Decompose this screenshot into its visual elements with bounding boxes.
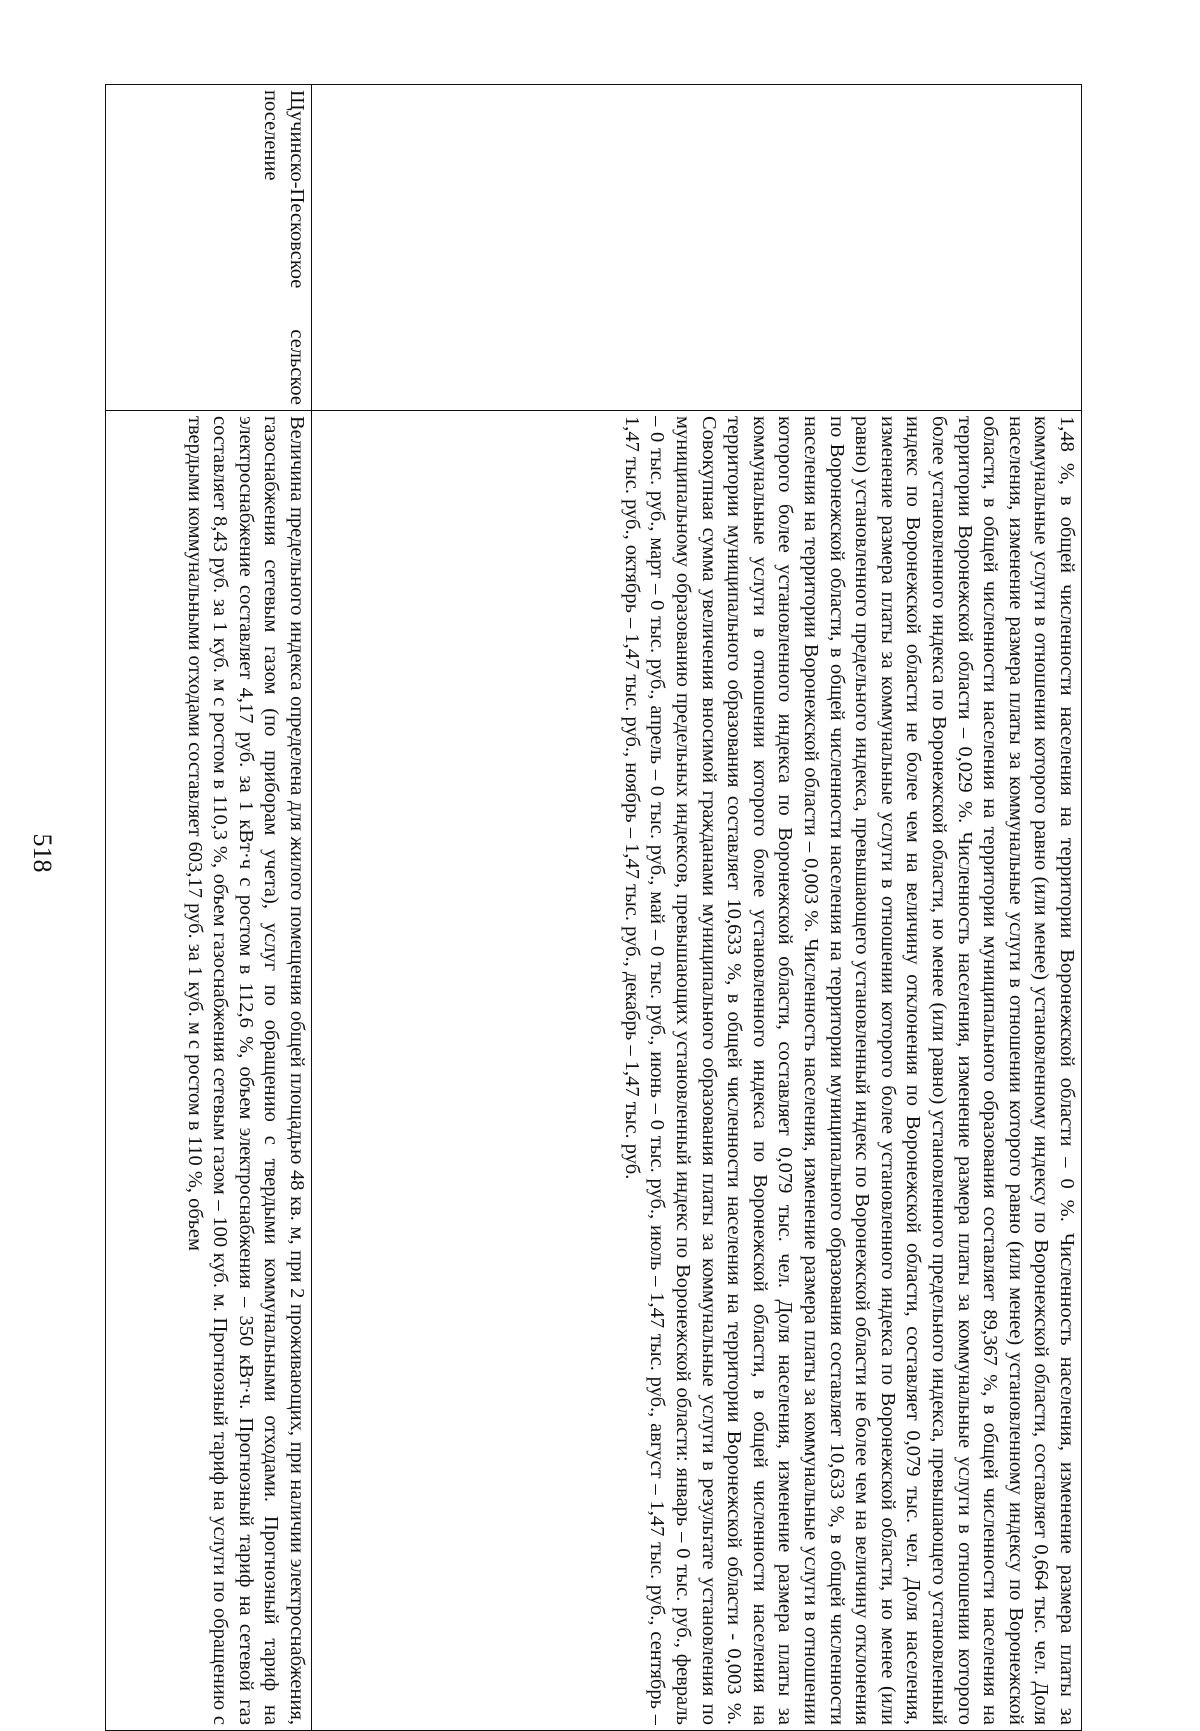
municipality-name-cell: Щучинско-Песковское сельское поселение [106,85,312,411]
description-cell [312,411,1082,1731]
table-row [312,85,1082,1731]
municipality-name-cell [312,85,1082,411]
document-table [105,84,1082,1731]
rotated-page-content [106,84,1082,1730]
table-row [106,85,312,1731]
page-number: 518 [28,833,57,873]
description-text: 1,48 %, в общей численности населения на территории Воронежской области – 0 %. Численность населения, изменение размера платы за коммунальные услуги в отношении которого равно (или менее) установленному индексу по Воронежской области, составляет 0,664 тыс. чел. Доля населения, изменение размера платы за коммунальные услуги в отношении которого равно (или менее) установленному индексу по Воронежской области, в общей численности населения на территории муниципального образования составляет 89,367 %, в общей численности населения на территории Воронежской области – 0,029 %. Численность населения, изменение размера платы за коммунальные услуги в отношении которого более установленного индекса по Воронежской области, но менее (или равно) установленного предельного индекса, превышающего установленный индекс по Воронежской области не более чем на величину отклонения по Воронежской области, составляет 0,079 тыс. чел. Доля населения, изменение размера платы за коммунальные услуги в отношении которого более установленного индекса по Воронежской области, но менее (или равно) установленного предельного индекса, превышающего установленный индекс по Воронежской области не более чем на величину отклонения по Воронежской области, в общей численности населения на территории муниципального образования составляет 10,633 %, в общей численности населения на территории Воронежской области – 0,003 %. Численность населения, изменение размера платы за коммунальные услуги в отношении которого более установленного индекса по Воронежской области, составляет 0,079 тыс. чел. Доля населения, изменение размера платы за коммунальные услуги в отношении которого более установленного индекса по Воронежской области, в общей численности населения на территории муниципального образования составляет 10,633 %, в общей численности населения на территории Воронежской области - 0,003 %. Совокупная сумма увеличения вносимой гражданами муниципального образования платы за коммунальные услуги в результате установления по муниципальному образованию предельных индексов, превышающих установленный индекс по Воронежской области: январь – 0 тыс. руб., февраль – 0 тыс. руб., март – 0 тыс. руб., апрель – 0 тыс. руб., май – 0 тыс. руб., июнь – 0 тыс. руб., июль – 1,47 тыс. руб., август – 1,47 тыс. руб., сентябрь – 1,47 тыс. руб., октябрь – 1,47 тыс. руб., ноябрь – 1,47 тыс. руб., декабрь – 1,47 тыс. руб. [620,416,1078,1725]
description-cell [106,411,312,1731]
description-text: Величина предельного индекса определена для жилого помещения общей площадью 48 кв. м, при 2 проживающих, при наличии электроснабжения, газоснабжения сетевым газом (по приборам учета), услуг по обращению с твердыми коммунальными отходами. Прогнозный тариф на электроснабжение составляет 4,17 руб. за 1 кВт·ч с ростом в 112,6 %, объем электроснабжения – 350 кВт·ч. Прогнозный тариф на сетевой газ составляет 8,43 руб. за 1 куб. м с ростом в 110,3 %, объем газоснабжения сетевым газом – 100 куб. м. Прогнозный тариф на услуги по обращению с твердыми коммунальными отходами составляет 603,17 руб. за 1 куб. м с ростом в 110 %, объем [183,416,308,1725]
